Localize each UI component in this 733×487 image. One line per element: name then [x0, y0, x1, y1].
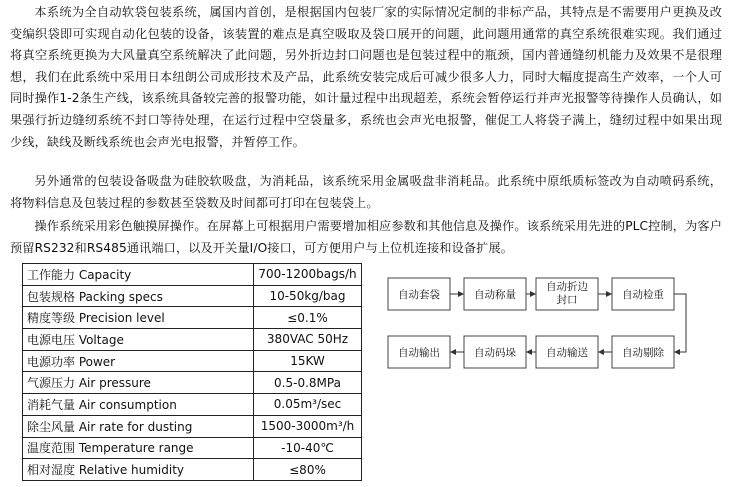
flow-arrow: [526, 349, 536, 355]
spec-row: [23, 415, 362, 437]
flow-step-label: 自动剔除: [622, 347, 664, 359]
flow-step-label: 自动套袋: [398, 289, 440, 301]
spec-row: [23, 372, 362, 394]
flow-step: [464, 336, 526, 368]
spec-row: [23, 437, 362, 459]
spec-label: 包装规格 Packing specs: [23, 285, 254, 307]
spec-value: -10-40℃: [254, 437, 362, 459]
spec-row: [23, 285, 362, 307]
spec-value: 0.05m³/sec: [254, 394, 362, 416]
suction-cup-paragraph: 另外通常的包装设备吸盘为硅胶软吸盘，为消耗品，该系统采用金属吸盘非消耗品。此系统中原纸质标签改为自动喷码系统，将物料信息及包装过程的参数甚至袋数及时间都可打印在包装袋上。: [10, 174, 722, 210]
spec-value: 1500-3000m³/h: [254, 415, 362, 437]
spec-value: 15KW: [254, 350, 362, 372]
process-flow-diagram: [384, 270, 704, 370]
flow-step-label: 自动输出: [398, 347, 440, 359]
spec-label: 除尘风量 Air rate for dusting: [23, 415, 254, 437]
flow-step-label: 自动码垛: [474, 347, 516, 359]
spec-label: 消耗气量 Air consumption: [23, 394, 254, 416]
spec-label: 温度范围 Temperature range: [23, 437, 254, 459]
spec-label: 气源压力 Air pressure: [23, 372, 254, 394]
flow-arrow: [526, 291, 536, 297]
spec-row: [23, 307, 362, 329]
flow-arrow: [450, 349, 464, 355]
flow-arrow: [598, 291, 612, 297]
spec-label: 相对湿度 Relative humidity: [23, 459, 254, 481]
spec-row: [23, 394, 362, 416]
spec-value: 380VAC 50Hz: [254, 329, 362, 351]
spec-row: [23, 329, 362, 351]
flow-step: [388, 278, 450, 310]
spec-label: 电源功率 Power: [23, 350, 254, 372]
spec-label: 工作能力 Capacity: [23, 264, 254, 286]
flow-step: [536, 336, 598, 368]
flow-step-label: 自动检重: [622, 289, 664, 301]
intro-paragraph: 本系统为全自动软袋包装系统，属国内首创，是根据国内包装厂家的实际情况定制的非标产品，其特点是不需要用户更换及改变编织袋即可实现自动化包装的设备，该装置的难点是真空吸取及袋口展开的问题，此问题用通常的真空系统很难实现。我们通过将真空系统更换为大风量真空系统解决了此问题，另外折边封口问题也是包装过程中的瓶颈，国内普通缝纫机能力及效果不是很理想，我们在此系统中采用日本纽朗公司成形技术及产品，此系统安装完成后可减少很多人力，同时大幅度提高生产效率，一个人可同时操作1-2条生产线，该系统具备较完善的报警功能，如计量过程中出现超差，系统会暂停运行并声光报警等待操作人员确认，如果强行折边缝纫系统不封口等待处理，在运行过程中空袋量多，系统也会声光电报警，催促工人将袋子满上，缝纫过程中如果出现少线，缺线及断线系统也会声光电报警，并暂停工作。: [10, 5, 722, 149]
flow-step: [612, 336, 674, 368]
spec-row: [23, 459, 362, 481]
spec-label: 电源电压 Voltage: [23, 329, 254, 351]
flow-step: [612, 278, 674, 310]
flow-step-label: 自动折边封口: [546, 281, 588, 306]
spec-row: [23, 264, 362, 286]
flow-step: [388, 336, 450, 368]
flow-step-label: 自动输送: [546, 347, 588, 359]
flow-arrow: [598, 349, 612, 355]
spec-value: 10-50kg/bag: [254, 285, 362, 307]
spec-value: 700-1200bags/h: [254, 264, 362, 286]
flow-step: [464, 278, 526, 310]
flow-step: [536, 278, 598, 310]
spec-label: 精度等级 Precision level: [23, 307, 254, 329]
spec-value: 0.5-0.8MPa: [254, 372, 362, 394]
specs-table: [22, 263, 362, 481]
control-system-paragraph: 操作系统采用彩色触摸屏操作。在屏幕上可根据用户需要增加相应参数和其他信息及操作。该系统采用先进的PLC控制，为客户预留RS232和RS485通讯端口，以及开关量I/O接口，可方便用户与上位机连接和设备扩展。: [10, 219, 722, 255]
spec-value: ≤0.1%: [254, 307, 362, 329]
spec-value: ≤80%: [254, 459, 362, 481]
spec-row: [23, 350, 362, 372]
flow-connector: [674, 294, 686, 355]
flow-arrow: [450, 291, 464, 297]
flow-step-label: 自动称量: [474, 289, 516, 301]
